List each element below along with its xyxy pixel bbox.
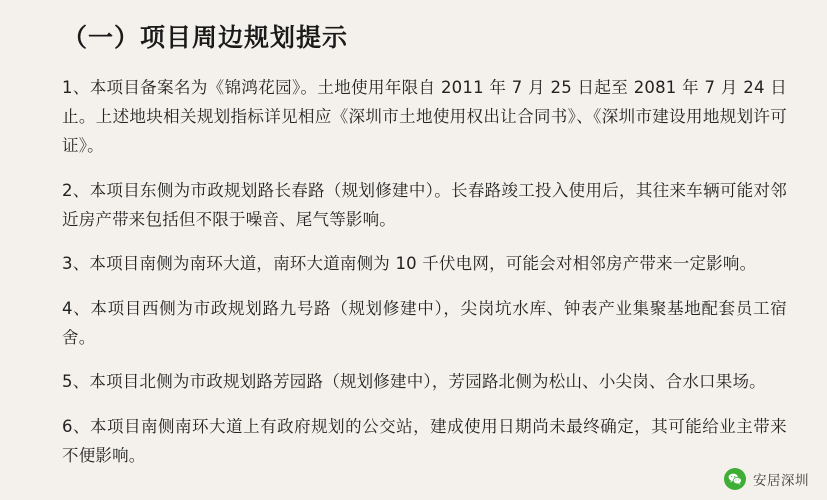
paragraph-4: 4、本项目西侧为市政规划路九号路（规划修建中），尖岗坑水库、钟表产业集聚基地配套员工宿舍。 <box>62 298 787 348</box>
paragraph-5: 5、本项目北侧为市政规划路芳园路（规划修建中），芳园路北侧为松山、小尖岗、合水口果场。 <box>62 372 766 392</box>
paragraph-6: 6、本项目南侧南环大道上有政府规划的公交站，建成使用日期尚未最终确定，其可能给业主带来不便影响。 <box>62 416 787 466</box>
wechat-icon <box>724 468 746 490</box>
wechat-account-name: 安居深圳 <box>753 473 809 489</box>
page-title: （一）项目周边规划提示 <box>62 23 349 52</box>
paragraph-2: 2、本项目东侧为市政规划路长春路（规划修建中）。长春路竣工投入使用后，其往来车辆可能对邻近房产带来包括但不限于噪音、尾气等影响。 <box>62 180 787 229</box>
paragraph-3: 3、本项目南侧为南环大道，南环大道南侧为 10 千伏电网，可能会对相邻房产带来一定影响。 <box>62 254 757 274</box>
wechat-account-badge <box>724 468 809 490</box>
paragraph-1: 1、本项目备案名为《锦鸿花园》。土地使用年限自 2011 年 7 月 25 日起至 2081 年 7 月 24 日止。上述地块相关规划指标详见相应《深圳市土地使用权出让合同书》、《深圳市建设用地规划许可证》。 <box>62 77 787 156</box>
